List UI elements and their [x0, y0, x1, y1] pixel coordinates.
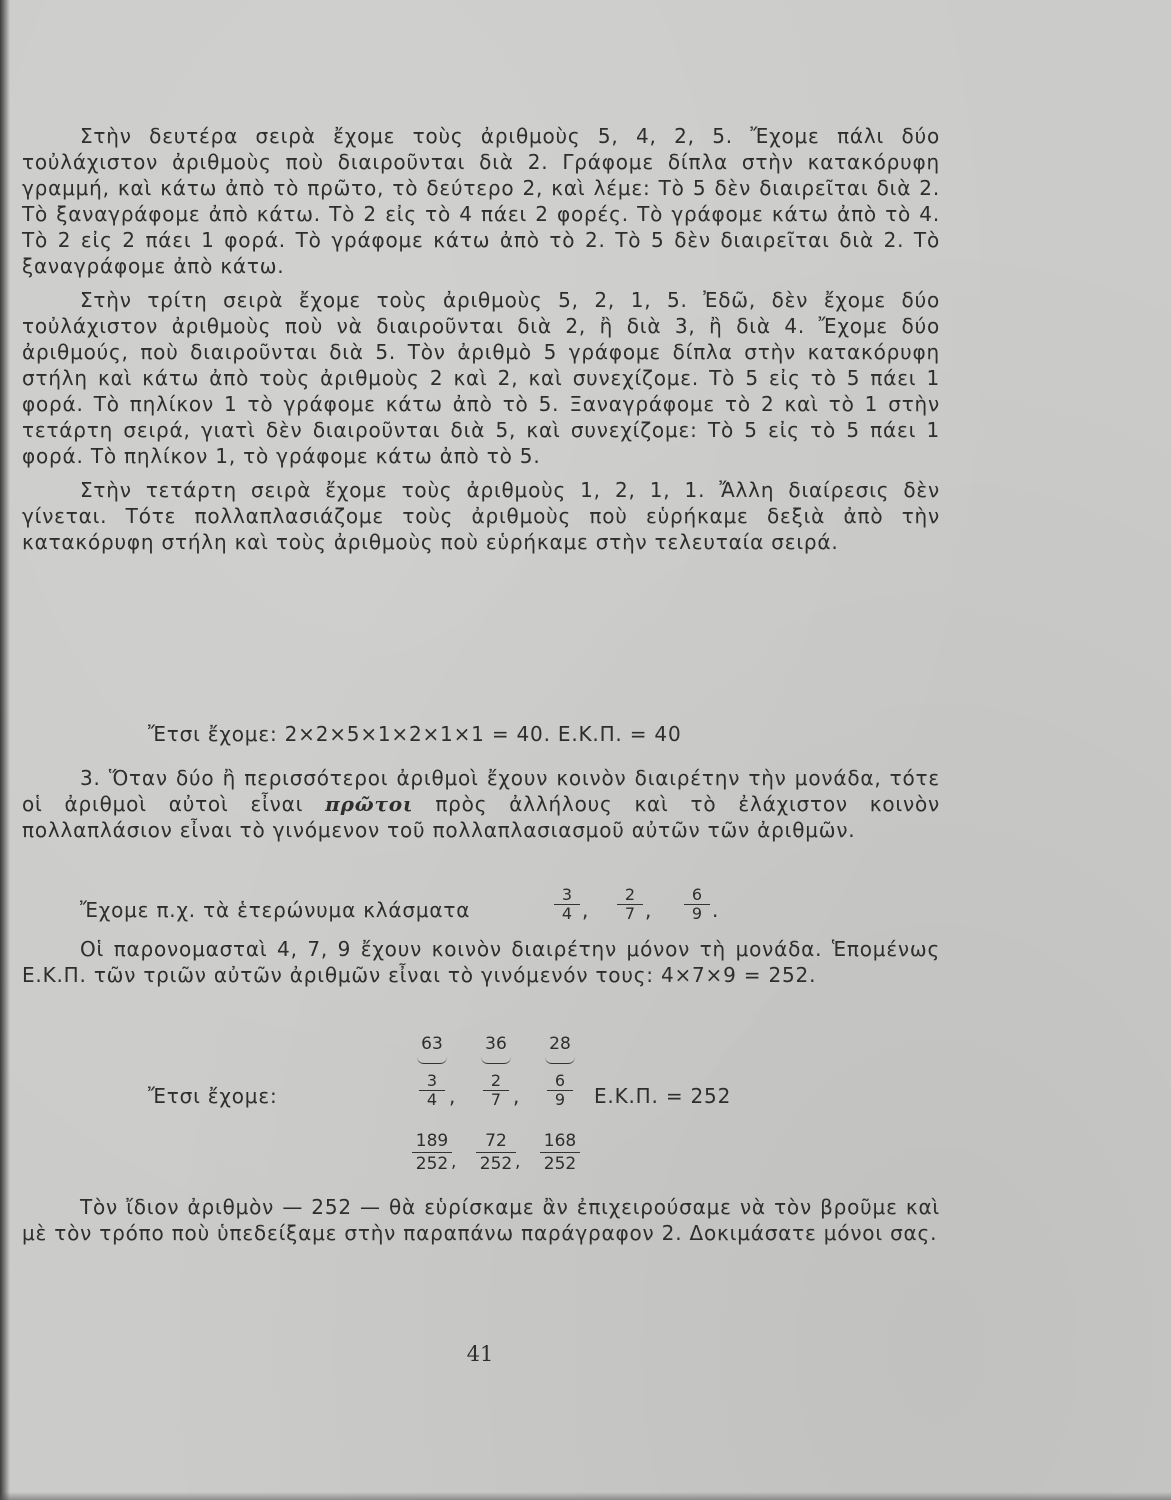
text-block-upper [22, 123, 940, 555]
paragraph-denominators: Οἱ παρονομασταὶ 4, 7, 9 ἔχουν κοινὸν διαιρέτην μόνον τὴ μονάδα. Ἑπομένως Ε.Κ.Π. τῶν τριῶν αὐτῶν ἀριθμῶν εἶναι τὸ γινόμενόν τους: 4×7×9 = 252. [22, 937, 940, 987]
text-block-rule-3 [22, 765, 940, 843]
conversion-fraction-3: $\frac{6}{9}$ [547, 1072, 573, 1109]
converted-fraction-2: 72 252 [476, 1130, 516, 1175]
multiplier-brace-3 [545, 1057, 575, 1064]
converted-fraction-1: 189 252 [412, 1130, 452, 1175]
converted-fraction-3: 168 252 [540, 1130, 580, 1175]
conversion-fraction-2: $\frac{2}{7}$ [483, 1072, 509, 1109]
multiplier-2: 36 [485, 1034, 507, 1054]
example-fraction-3: $\frac{6}{9}$ [684, 886, 710, 923]
lcm-formula-40: Ἔτσι ἔχομε: 2×2×5×1×2×1×1 = 40. Ε.Κ.Π. = 40 [148, 722, 682, 746]
paragraph-third-row: Στὴν τρίτη σειρὰ ἔχομε τοὺς ἀριθμοὺς 5, 2, 1, 5. Ἐδῶ, δὲν ἔχομε δύο τοὐλάχιστον ἀριθμοὺς ποὺ νὰ διαιροῦνται διὰ 2, ἢ διὰ 3, ἢ διὰ 4. Ἔχομε δύο ἀριθμούς, ποὺ διαιροῦνται διὰ 5. Τὸν ἀριθμὸ 5 γράφομε δίπλα στὴν κατακόρυφη στήλη καὶ κάτω ἀπὸ τοὺς ἀριθμοὺς 2 καὶ 2, καὶ συνεχίζομε. Τὸ 5 εἰς τὸ 5 πάει 1 φορά. Τὸ πηλίκον 1 τὸ γράφομε κάτω ἀπὸ τὸ 5. Ξαναγράφομε τὸ 2 καὶ τὸ 1 στὴν τετάρτη σειρά, γιατὶ δὲν διαιροῦνται διὰ 5, καὶ συνεχίζομε: Τὸ 5 εἰς τὸ 5 πάει 1 φορά. Τὸ πηλίκον 1, τὸ γράφομε κάτω ἀπὸ τὸ 5. [22, 288, 940, 468]
fraction-separator: , [513, 1084, 520, 1108]
paragraph-fourth-row: Στὴν τετάρτη σειρὰ ἔχομε τοὺς ἀριθμοὺς 1, 2, 1, 1. Ἄλλη διαίρεσις δὲν γίνεται. Τότε πολλαπλασιάζομε τοὺς ἀριθμοὺς ποὺ εὑρήκαμε δεξιὰ ἀπὸ τὴν κατακόρυφη στήλη καὶ τοὺς ἀριθμοὺς ποὺ εὑρήκαμε στὴν τελευταία σειρά. [22, 478, 940, 554]
fraction-separator: , [515, 1152, 521, 1172]
emphasized-term-prime: πρῶτοι [325, 792, 414, 816]
fraction-separator: , [451, 1152, 457, 1172]
text-block-denominators [22, 936, 940, 988]
paragraph-rule-3 [22, 765, 940, 843]
example-fraction-2: $\frac{2}{7}$ [617, 886, 643, 923]
multiplier-1: 63 [421, 1034, 443, 1054]
rule-3-text-start: 3. Ὅταν δύο ἢ περισσότεροι ἀριθμοὶ ἔχουν κοινὸν διαιρέτην τὴν μονάδα, τότε οἱ ἀριθμοὶ αὐτοὶ εἶναι [22, 766, 940, 816]
fraction-separator: . [712, 898, 719, 922]
multiplier-brace-2 [481, 1057, 511, 1064]
page-number: 41 [466, 1342, 494, 1366]
paragraph-closing: Τὸν ἴδιον ἀριθμὸν — 252 — θὰ εὑρίσκαμε ἂν ἐπιχειρούσαμε νὰ τὸν βροῦμε καὶ μὲ τὸν τρόπο ποὺ ὑπεδείξαμε στὴν παραπάνω παράγραφον 2. Δοκιμάσατε μόνοι σας. [22, 1195, 940, 1245]
fraction-separator: , [449, 1084, 456, 1108]
conversion-fraction-1: $\frac{3}{4}$ [419, 1072, 445, 1109]
text-block-closing [22, 1194, 940, 1246]
bottom-edge-shadow [0, 1492, 1171, 1500]
multiplier-brace-1 [417, 1057, 447, 1064]
example-lead: Ἔχομε π.χ. τὰ ἑτερώνυμα κλάσματα [80, 898, 471, 922]
binding-shadow [0, 0, 10, 1500]
rule-3-text-end: πρὸς ἀλλήλους καὶ τὸ ἐλάχιστον κοινὸν πολλαπλάσιον εἶναι τὸ γινόμενον τοῦ πολλαπλασιασμοῦ αὐτῶν τῶν ἀριθμῶν. [22, 792, 940, 842]
fraction-separator: , [645, 898, 652, 922]
multiplier-3: 28 [549, 1034, 571, 1054]
lcm-result-252: Ε.Κ.Π. = 252 [594, 1084, 732, 1108]
example-fraction-1: $\frac{3}{4}$ [554, 886, 580, 923]
fraction-separator: , [582, 898, 589, 922]
paragraph-second-row: Στὴν δευτέρα σειρὰ ἔχομε τοὺς ἀριθμοὺς 5, 4, 2, 5. Ἔχομε πάλι δύο τοὐλάχιστον ἀριθμοὺς ποὺ διαιροῦνται διὰ 2. Γράφομε δίπλα στὴν κατακόρυφη γραμμή, καὶ κάτω ἀπὸ τὸ πρῶτο, τὸ δεύτερο 2, καὶ λέμε: Τὸ 5 δὲν διαιρεῖται διὰ 2. Τὸ ξαναγράφομε ἀπὸ κάτω. Τὸ 2 εἰς τὸ 4 πάει 2 φορές. Τὸ γράφομε κάτω ἀπὸ τὸ 4. Τὸ 2 εἰς 2 πάει 1 φορά. Τὸ γράφομε κάτω ἀπὸ τὸ 2. Τὸ 5 δὲν διαιρεῖται διὰ 2. Τὸ ξαναγράφομε ἀπὸ κάτω. [22, 124, 940, 278]
conversion-lead: Ἔτσι ἔχομε: [148, 1084, 278, 1108]
